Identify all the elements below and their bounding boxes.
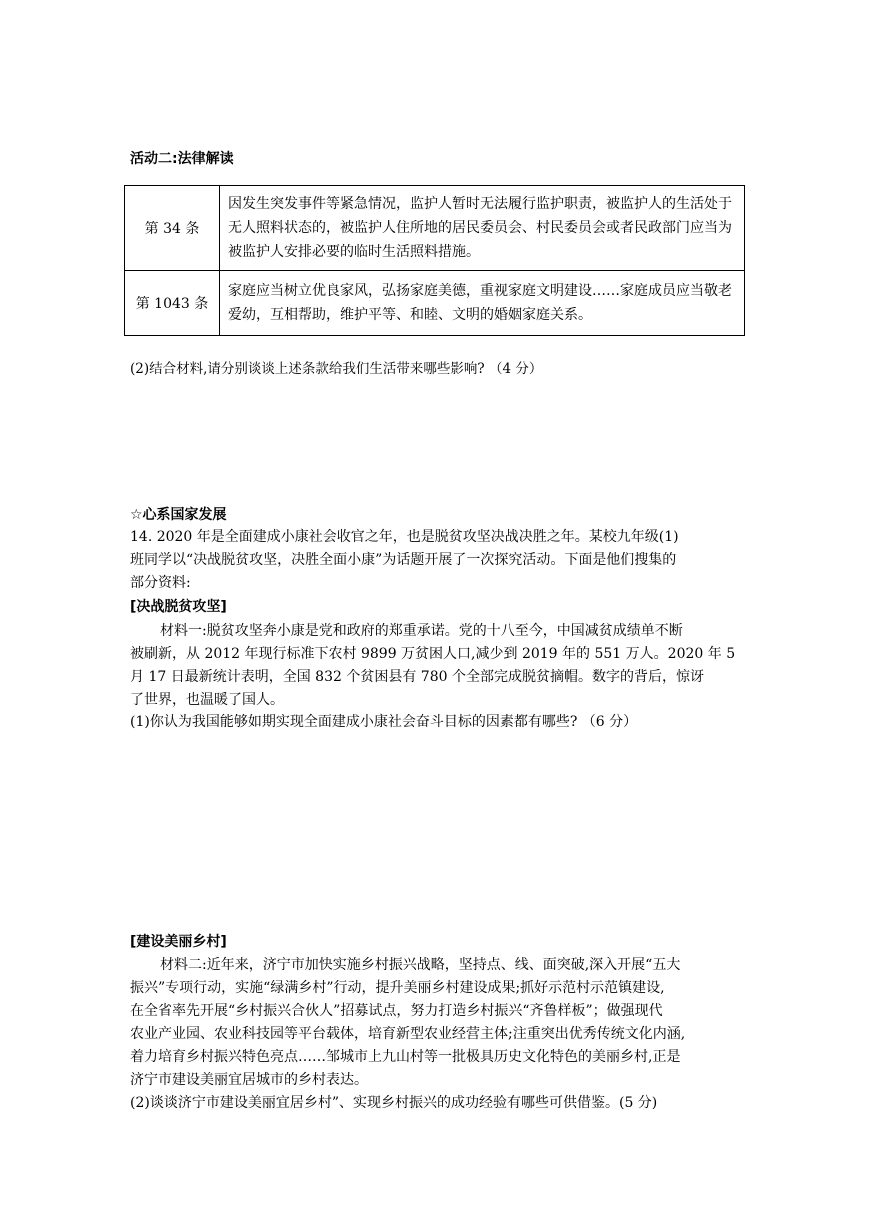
article-text: 家庭应当树立优良家风，弘扬家庭美德，重视家庭文明建设……家庭成员应当敬老爱幼，互相帮助，维护平等、和睦、文明的婚姻家庭关系。 xyxy=(220,271,745,336)
material1-line: 月 17 日最新统计表明，全国 832 个贫困县有 780 个全部完成脱贫摘帽。数字的背后，惊讶 xyxy=(130,669,704,685)
activity-heading: 活动二:法律解读 xyxy=(130,151,234,167)
material1-line: 被刷新，从 2012 年现行标准下农村 9899 万贫困人口,减少到 2019 年的 551 万人。2020 年 5 xyxy=(130,646,736,662)
question-2-activity: (2)结合材料,请分别谈谈上述条款给我们生活带来哪些影响? （4 分） xyxy=(130,361,543,377)
part1-title: [决战脱贫攻坚] xyxy=(130,599,227,615)
question-1: (1)你认为我国能够如期实现全面建成小康社会奋斗目标的因素都有哪些? （6 分） xyxy=(130,714,638,730)
law-articles-table xyxy=(124,185,745,336)
q14-line: 部分资料: xyxy=(130,575,191,591)
table-row xyxy=(125,186,745,271)
section-heading: ☆心系国家发展 xyxy=(130,507,227,523)
material2-line: 农业产业园、农业科技园等平台载体，培育新型农业经营主体;注重突出优秀传统文化内涵, xyxy=(130,1026,686,1042)
q14-line: 班同学以“决战脱贫攻坚，决胜全面小康”为话题开展了一次探究活动。下面是他们搜集的 xyxy=(130,552,677,568)
material2-line: 材料二:近年来，济宁市加快实施乡村振兴战略，坚持点、线、面突破,深入开展“五大 xyxy=(160,957,681,973)
article-text: 因发生突发事件等紧急情况，监护人暂时无法履行监护职责，被监护人的生活处于无人照料状态的，被监护人住所地的居民委员会、村民委员会或者民政部门应当为被监护人安排必要的临时生活照料措施。 xyxy=(220,186,745,271)
material2-line: 济宁市建设美丽宜居城市的乡村表达。 xyxy=(130,1072,368,1088)
material1-line: 了世界，也温暖了国人。 xyxy=(130,692,284,708)
material2-line: 振兴”专项行动，实施“绿满乡村”行动，提升美丽乡村建设成果;抓好示范村示范镇建设, xyxy=(130,980,665,996)
material2-line: 着力培育乡村振兴特色亮点……邹城市上九山村等一批极具历史文化特色的美丽乡村,正是 xyxy=(130,1049,681,1065)
material1-line: 材料一:脱贫攻坚奔小康是党和政府的郑重承诺。党的十八至今，中国减贫成绩单不断 xyxy=(160,623,683,639)
question-2: (2)谈谈济宁市建设美丽宜居乡村”、实现乡村振兴的成功经验有哪些可供借鉴。(5 分) xyxy=(130,1095,658,1111)
article-number: 第 1043 条 xyxy=(125,271,220,336)
part2-title: [建设美丽乡村] xyxy=(130,934,227,950)
article-number: 第 34 条 xyxy=(125,186,220,271)
q14-line: 14. 2020 年是全面建成小康社会收官之年，也是脱贫攻坚决战决胜之年。某校九年级(1) xyxy=(130,529,679,545)
material2-line: 在全省率先开展“乡村振兴合伙人”招募试点，努力打造乡村振兴“齐鲁样板”；做强现代 xyxy=(130,1003,663,1019)
table-row xyxy=(125,271,745,336)
